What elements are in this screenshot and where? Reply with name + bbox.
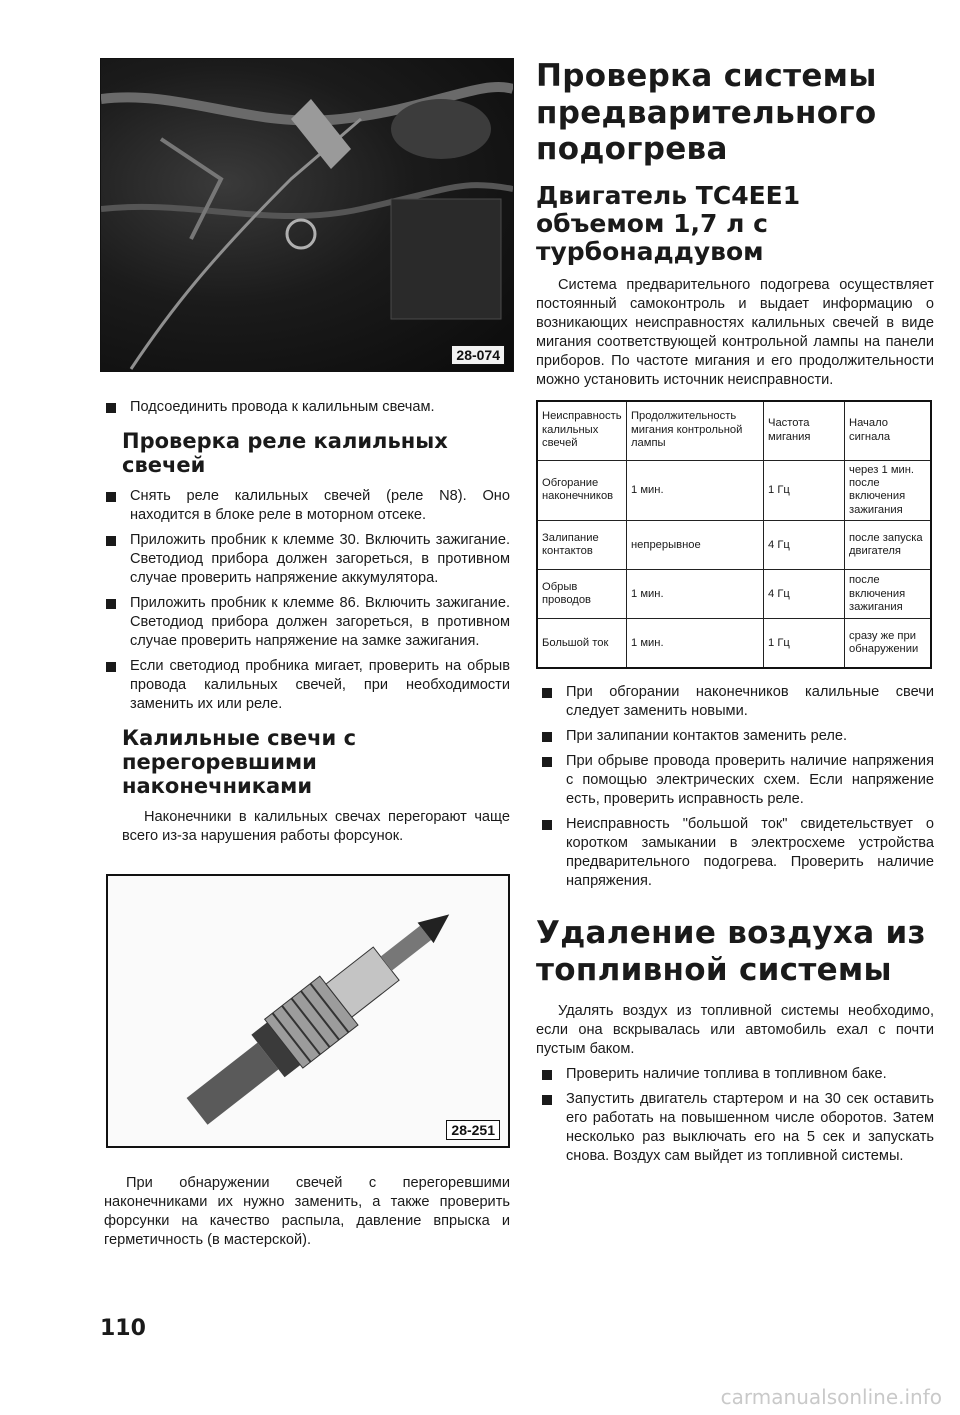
- list-item: Если светодиод пробника мигает, проверить на обрыв провода калильных свечей, при необходимости заменить их или реле.: [100, 657, 510, 714]
- table-cell: Залипание контактов: [537, 521, 627, 570]
- left-column: [100, 58, 510, 1256]
- bullet-square-icon: [542, 820, 552, 830]
- bullet-square-icon: [542, 1070, 552, 1080]
- paragraph-intro: Система предварительного подогрева осуществляет постоянный самоконтроль и выдает информацию о возникающих неисправностях калильных свечей в виде мигания соответствующей контрольной лампы на панели приборов. По частоте мигания и его продолжительности можно установить источник неисправности.: [536, 276, 934, 388]
- table-cell: через 1 мин. после включения зажигания: [845, 460, 932, 521]
- table-header-row: [537, 401, 931, 461]
- table-cell: сразу же при обнаружении: [845, 619, 932, 669]
- table-cell: 1 Гц: [764, 460, 845, 521]
- table-cell: Обгорание наконечников: [537, 460, 627, 521]
- heading-preheat-check: Проверка системы предварительного подогрева: [536, 58, 877, 168]
- engine-photo-drawing: [101, 59, 513, 371]
- table-header-cell: Продолжительность мигания контрольной лампы: [627, 401, 764, 461]
- engine-photo: [100, 58, 514, 372]
- list-item: При обгорании наконечников калильные свечи следует заменить новыми.: [536, 683, 934, 721]
- figure-label: 28-251: [446, 1120, 500, 1140]
- bullet-square-icon: [106, 599, 116, 609]
- bullet-square-icon: [542, 688, 552, 698]
- fault-table: [536, 400, 932, 670]
- table-row: [537, 460, 931, 521]
- bullet-square-icon: [106, 662, 116, 672]
- table-cell: 4 Гц: [764, 521, 845, 570]
- table-cell: непрерывное: [627, 521, 764, 570]
- figure-label: 28-074: [451, 345, 505, 365]
- right-column: [536, 58, 934, 1172]
- bullet-square-icon: [106, 403, 116, 413]
- bullet-square-icon: [542, 1095, 552, 1105]
- watermark: carmanualsonline.info: [720, 1385, 942, 1409]
- table-cell: 1 мин.: [627, 570, 764, 619]
- heading-air-bleed: Удаление воздуха из топливной системы: [536, 914, 926, 988]
- list-item: При залипании контактов заменить реле.: [536, 727, 934, 746]
- paragraph-burnt: Наконечники в калильных свечах перегорают чаще всего из-за нарушения работы форсунок.: [122, 809, 510, 845]
- list-item: Неисправность "большой ток" свидетельствует о коротком замыкании в электросхеме устройства предварительного подогрева. Проверить наличие напряжения.: [536, 815, 934, 891]
- table-cell: 1 Гц: [764, 619, 845, 669]
- list-item: Запустить двигатель стартером и на 30 сек оставить его работать на повышенном числе оборотов. Затем несколько раз выключать его на 5 сек и запускать снова. Воздух сам выйдет из топливной системы.: [536, 1090, 934, 1166]
- page-number: 110: [100, 1316, 146, 1341]
- list-item: Проверить наличие топлива в топливном баке.: [536, 1065, 934, 1084]
- table-cell: Обрыв проводов: [537, 570, 627, 619]
- paragraph-air: Удалять воздух из топливной системы необходимо, если она вскрывалась или автомобиль ехал с почти пустым баком.: [536, 1003, 934, 1058]
- table-cell: 4 Гц: [764, 570, 845, 619]
- heading-burnt-plugs: Калильные свечи с перегоревшими наконечниками: [122, 725, 357, 799]
- table-cell: после запуска двигателя: [845, 521, 932, 570]
- list-item: Приложить пробник к клемме 86. Включить зажигание. Светодиод прибора должен загореться, в противном случае проверить напряжение на замке зажигания.: [100, 594, 510, 651]
- bullet-square-icon: [542, 757, 552, 767]
- table-cell: Большой ток: [537, 619, 627, 669]
- paragraph-replace: При обнаружении свечей с перегоревшими наконечниками их нужно заменить, а также проверить форсунки на качество распыла, давление впрыска и герметичность (в мастерской).: [104, 1175, 510, 1249]
- table-row: [537, 619, 931, 669]
- list-item: Подсоединить провода к калильным свечам.: [100, 398, 510, 417]
- table-header-cell: Начало сигнала: [845, 401, 932, 461]
- list-item: Приложить пробник к клемме 30. Включить зажигание. Светодиод прибора должен загореться, в противном случае проверить напряжение аккумулятора.: [100, 531, 510, 588]
- heading-relay-check: Проверка реле калильных свечей: [122, 428, 448, 478]
- bullet-square-icon: [106, 536, 116, 546]
- bullet-square-icon: [106, 492, 116, 502]
- list-item: Снять реле калильных свечей (реле N8). Оно находится в блоке реле в моторном отсеке.: [100, 487, 510, 525]
- glow-plug-photo: [106, 874, 510, 1148]
- heading-engine: Двигатель TC4EE1 объемом 1,7 л с турбонаддувом: [536, 180, 801, 266]
- table-cell: 1 мин.: [627, 460, 764, 521]
- table-row: [537, 570, 931, 619]
- bullet-square-icon: [542, 732, 552, 742]
- table-header-cell: Частота мигания: [764, 401, 845, 461]
- table-header-cell: Неисправность калильных свечей: [537, 401, 627, 461]
- table-row: [537, 521, 931, 570]
- table-cell: после включения зажигания: [845, 570, 932, 619]
- glow-plug-drawing: [108, 876, 508, 1146]
- list-item: При обрыве провода проверить наличие напряжения с помощью электрических схем. Если напряжение есть, проверить исправность реле.: [536, 752, 934, 809]
- table-cell: 1 мин.: [627, 619, 764, 669]
